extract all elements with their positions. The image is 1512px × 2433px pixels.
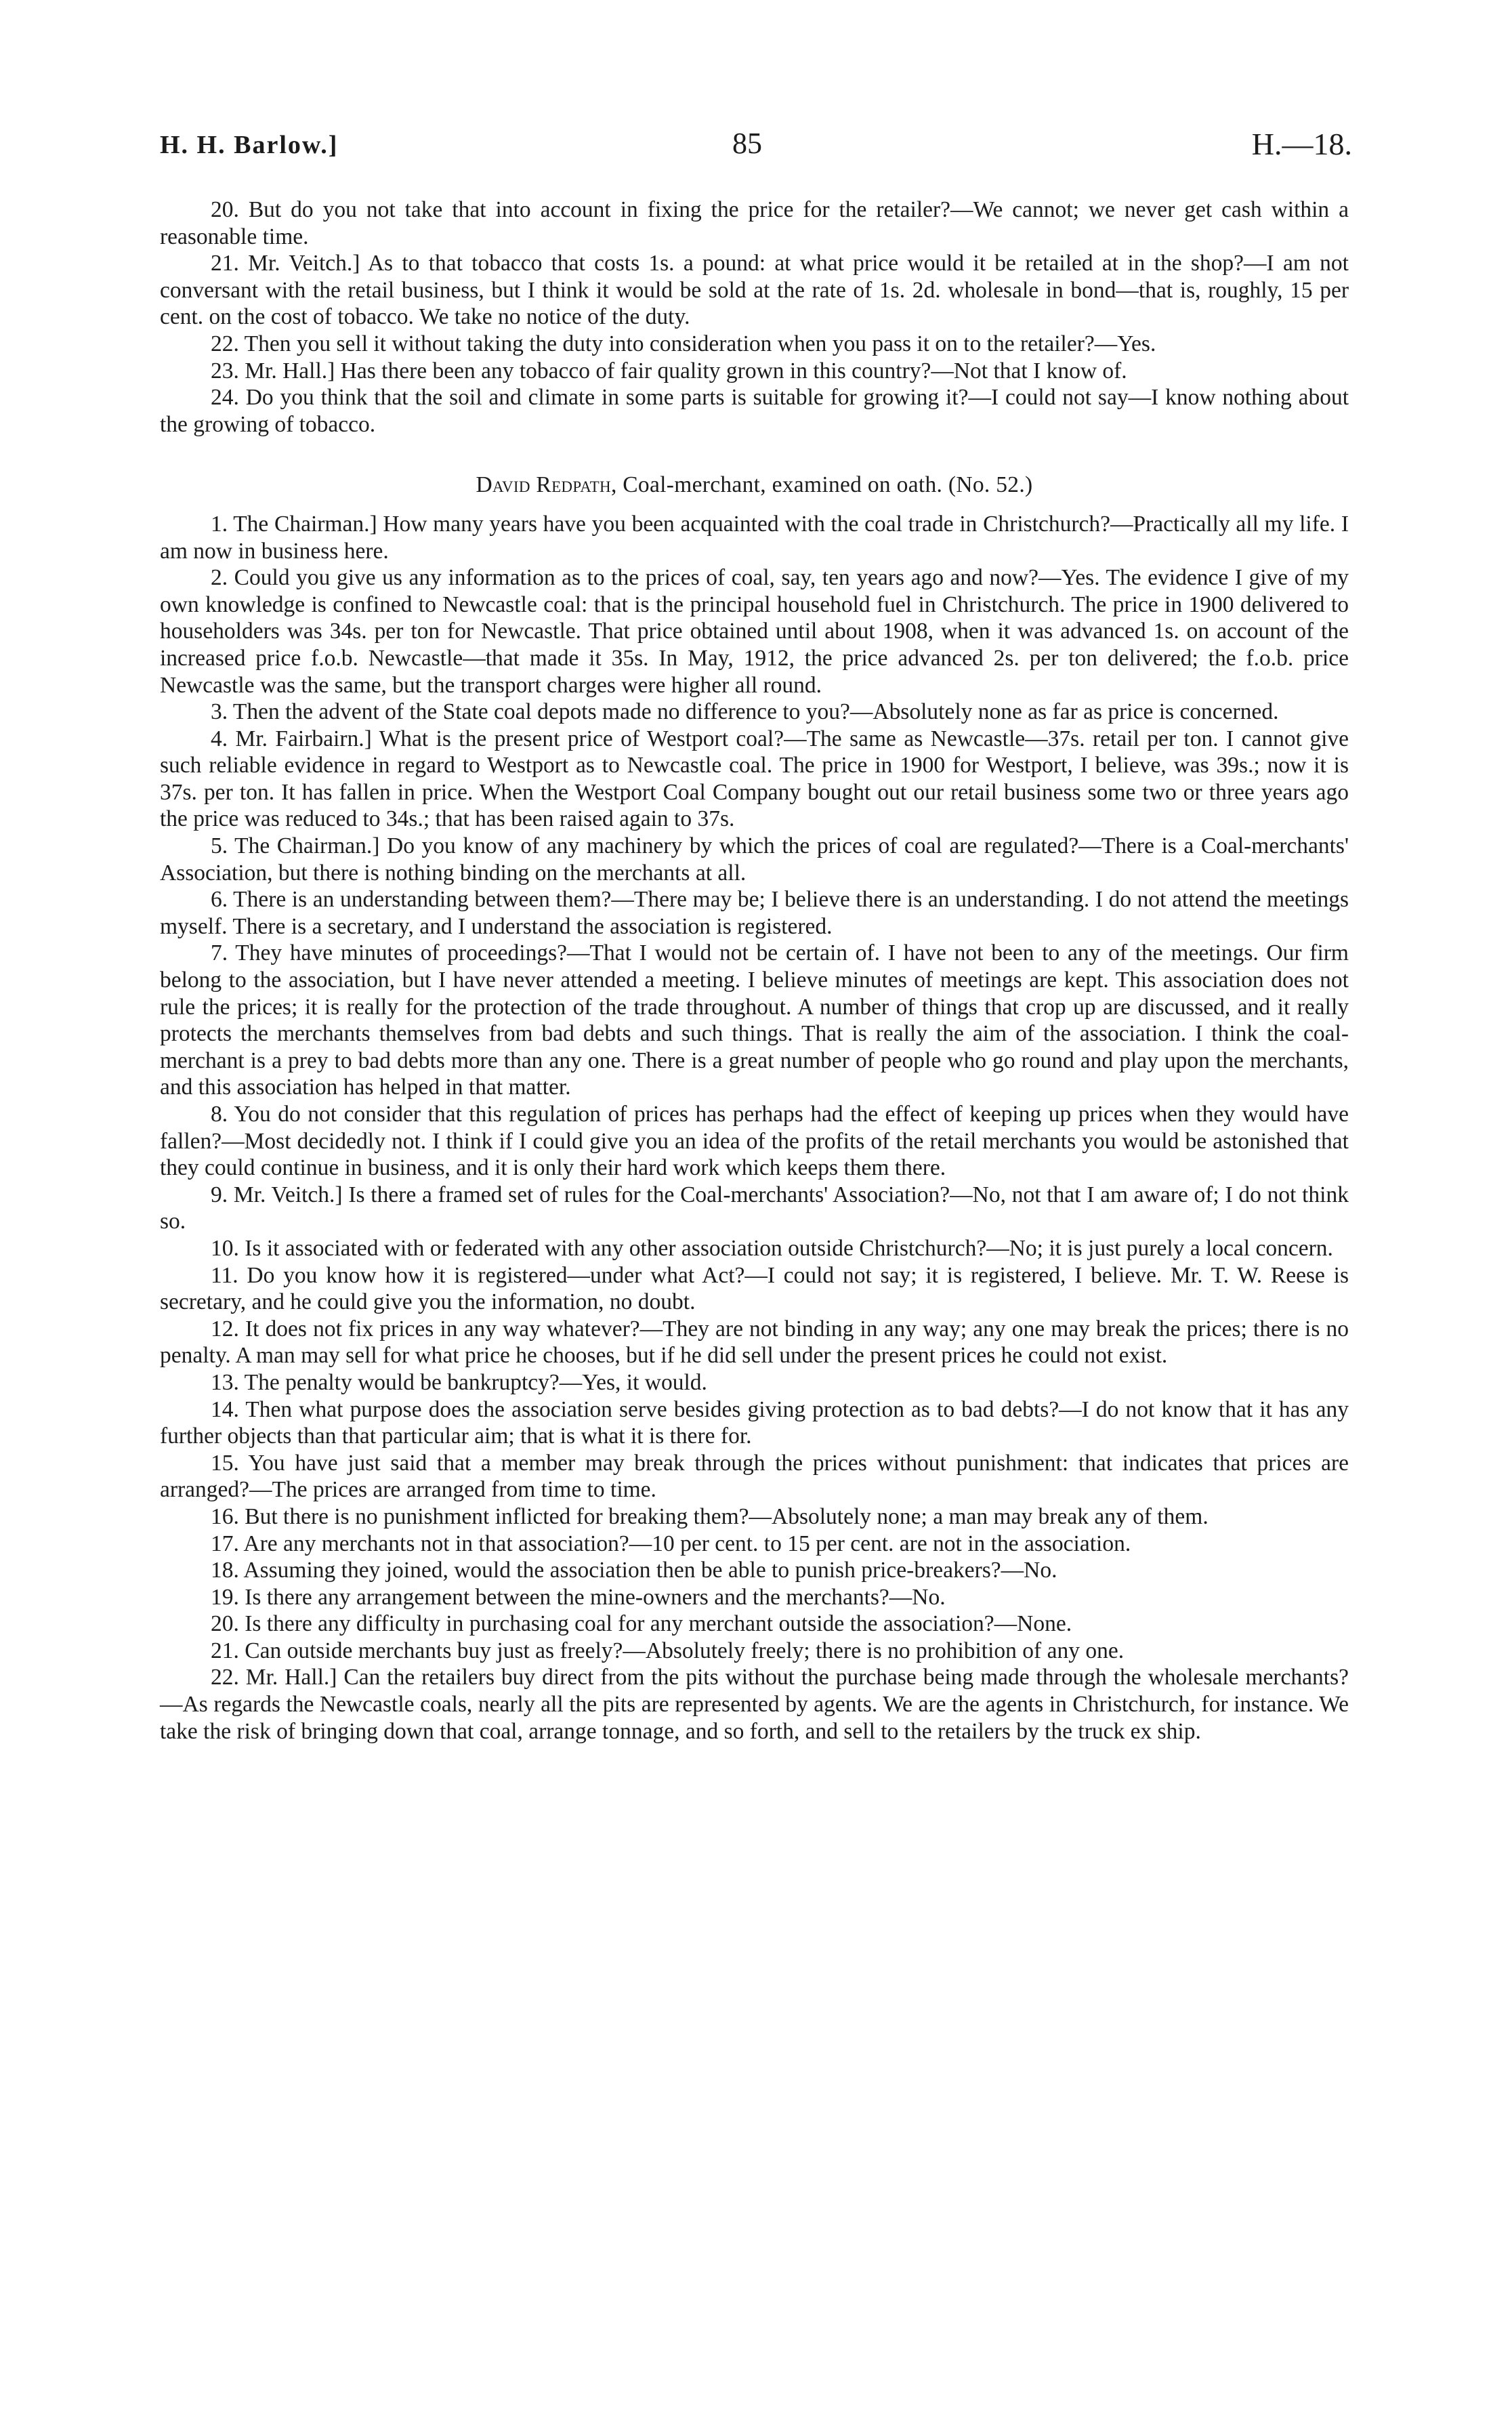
witness-name: David Redpath [476, 472, 611, 498]
paragraph: 2. Could you give us any information as to the prices of coal, say, ten years ago and now?—Yes. The evidence I give of my own knowledge is confined to Newcastle coal: that is the principal household fuel in Christchurch. The price in 1900 delivered to householders was 34s. per ton for Newcastle. That price obtained until about 1908, when it was advanced 1s. on account of the increased price f.o.b. Newcastle—that made it 35s. In May, 1912, the price advanced 2s. per ton delivered; the f.o.b. price Newcastle was the same, but the transport charges were higher all round. [160, 565, 1349, 698]
document-body [160, 196, 1349, 1745]
page-header [160, 127, 1352, 163]
paragraph: 20. Is there any difficulty in purchasing coal for any merchant outside the association?—None. [211, 1611, 1072, 1637]
paragraph: 13. The penalty would be bankruptcy?—Yes, it would. [211, 1369, 707, 1395]
paragraph: 5. The Chairman.] Do you know of any machinery by which the prices of coal are regulated?—There is a Coal-merchants' Association, but there is nothing binding on the merchants at all. [160, 833, 1349, 886]
paragraph: 10. Is it associated with or federated with any other association outside Christchurch?—No; it is just purely a local concern. [211, 1235, 1333, 1261]
paragraph: 9. Mr. Veitch.] Is there a framed set of rules for the Coal-merchants' Association?—No, not that I am aware of; I do not think so. [160, 1182, 1349, 1234]
paragraph: 21. Can outside merchants buy just as freely?—Absolutely freely; there is no prohibition of any one. [211, 1638, 1125, 1663]
paragraph: 19. Is there any arrangement between the mine-owners and the merchants?—No. [211, 1584, 946, 1610]
header-witness: H. H. Barlow.] [160, 131, 339, 159]
paragraph: 1. The Chairman.] How many years have you been acquainted with the coal trade in Christchurch?—Practically all my life. I am now in business here. [160, 511, 1349, 564]
paragraph: 7. They have minutes of proceedings?—That I would not be certain of. I have not been to any of the meetings. Our firm belong to the association, but I have never attended a meeting. I believe minutes of meetings are kept. This association does not rule the prices; it is really for the protection of the trade throughout. A number of things that crop up are discussed, and it really protects the merchants themselves from bad debts and such things. That is really the aim of the association. I think the coal-merchant is a prey to bad debts more than any one. There is a great number of people who go round and play upon the merchants, and this association has helped in that matter. [160, 940, 1349, 1100]
section-heading [160, 472, 1349, 499]
paragraph: 22. Mr. Hall.] Can the retailers buy direct from the pits without the purchase being made through the wholesale merchants?—As regards the Newcastle coals, nearly all the pits are represented by agents. We are the agents in Christchurch, for instance. We take the risk of bringing down that coal, arrange tonnage, and so forth, and sell to the retailers by the truck ex ship. [160, 1665, 1349, 1744]
witness-description: , Coal-merchant, examined on oath. (No. 52.) [610, 472, 1033, 498]
paragraph: 17. Are any merchants not in that association?—10 per cent. to 15 per cent. are not in the association. [211, 1531, 1131, 1556]
paragraph: 11. Do you know how it is registered—under what Act?—I could not say; it is registered, I believe. Mr. T. W. Reese is secretary, and he could give you the information, no doubt. [160, 1262, 1349, 1315]
paragraph: 15. You have just said that a member may break through the prices without punishment: that indicates that prices are arranged?—The prices are arranged from time to time. [160, 1450, 1349, 1503]
page-number: 85 [732, 127, 762, 160]
paragraph: 24. Do you think that the soil and climate in some parts is suitable for growing it?—I could not say—I know nothing about the growing of tobacco. [160, 385, 1349, 437]
paragraph: 20. But do you not take that into account in fixing the price for the retailer?—We cannot; we never get cash within a reasonable time. [160, 197, 1349, 249]
paragraph: 18. Assuming they joined, would the association then be able to punish price-breakers?—No. [211, 1558, 1057, 1583]
paragraph: 14. Then what purpose does the association serve besides giving protection as to bad debts?—I do not know that it has any further objects than that particular aim; that is what it is there for. [160, 1396, 1349, 1449]
paragraph: 21. Mr. Veitch.] As to that tobacco that costs 1s. a pound: at what price would it be retailed at in the shop?—I am not conversant with the retail business, but I think it would be sold at the rate of 1s. 2d. wholesale in bond—that is, roughly, 15 per cent. on the cost of tobacco. We take no notice of the duty. [160, 251, 1349, 330]
paragraph: 8. You do not consider that this regulation of prices has perhaps had the effect of keeping up prices when they would have fallen?—Most decidedly not. I think if I could give you an idea of the profits of the retail merchants you would be astonished that they could continue in business, and it is only their hard work which keeps them there. [160, 1102, 1349, 1181]
paragraph: 4. Mr. Fairbairn.] What is the present price of Westport coal?—The same as Newcastle—37s. retail per ton. I cannot give such reliable evidence in regard to Westport as to Newcastle coal. The price in 1900 for Westport, I believe, was 39s.; now it is 37s. per ton. It has fallen in price. When the Westport Coal Company bought out our retail business some two or three years ago the price was reduced to 34s.; that has been raised again to 37s. [160, 726, 1349, 832]
paragraph: 23. Mr. Hall.] Has there been any tobacco of fair quality grown in this country?—Not that I know of. [211, 358, 1127, 383]
paragraph: 3. Then the advent of the State coal depots made no difference to you?—Absolutely none as far as price is concerned. [211, 699, 1279, 725]
paragraph: 22. Then you sell it without taking the duty into consideration when you pass it on to the retailer?—Yes. [211, 331, 1156, 356]
paragraph: 12. It does not fix prices in any way whatever?—They are not binding in any way; any one may break the prices; there is no penalty. A man may sell for what price he chooses, but if he did sell under the present prices he could not exist. [160, 1316, 1349, 1369]
paper-reference: H.—18. [1251, 127, 1352, 161]
paragraph: 6. There is an understanding between them?—There may be; I believe there is an understanding. I do not attend the meetings myself. There is a secretary, and I understand the association is registered. [160, 887, 1349, 939]
paragraph: 16. But there is no punishment inflicted for breaking them?—Absolutely none; a man may break any of them. [211, 1503, 1209, 1529]
